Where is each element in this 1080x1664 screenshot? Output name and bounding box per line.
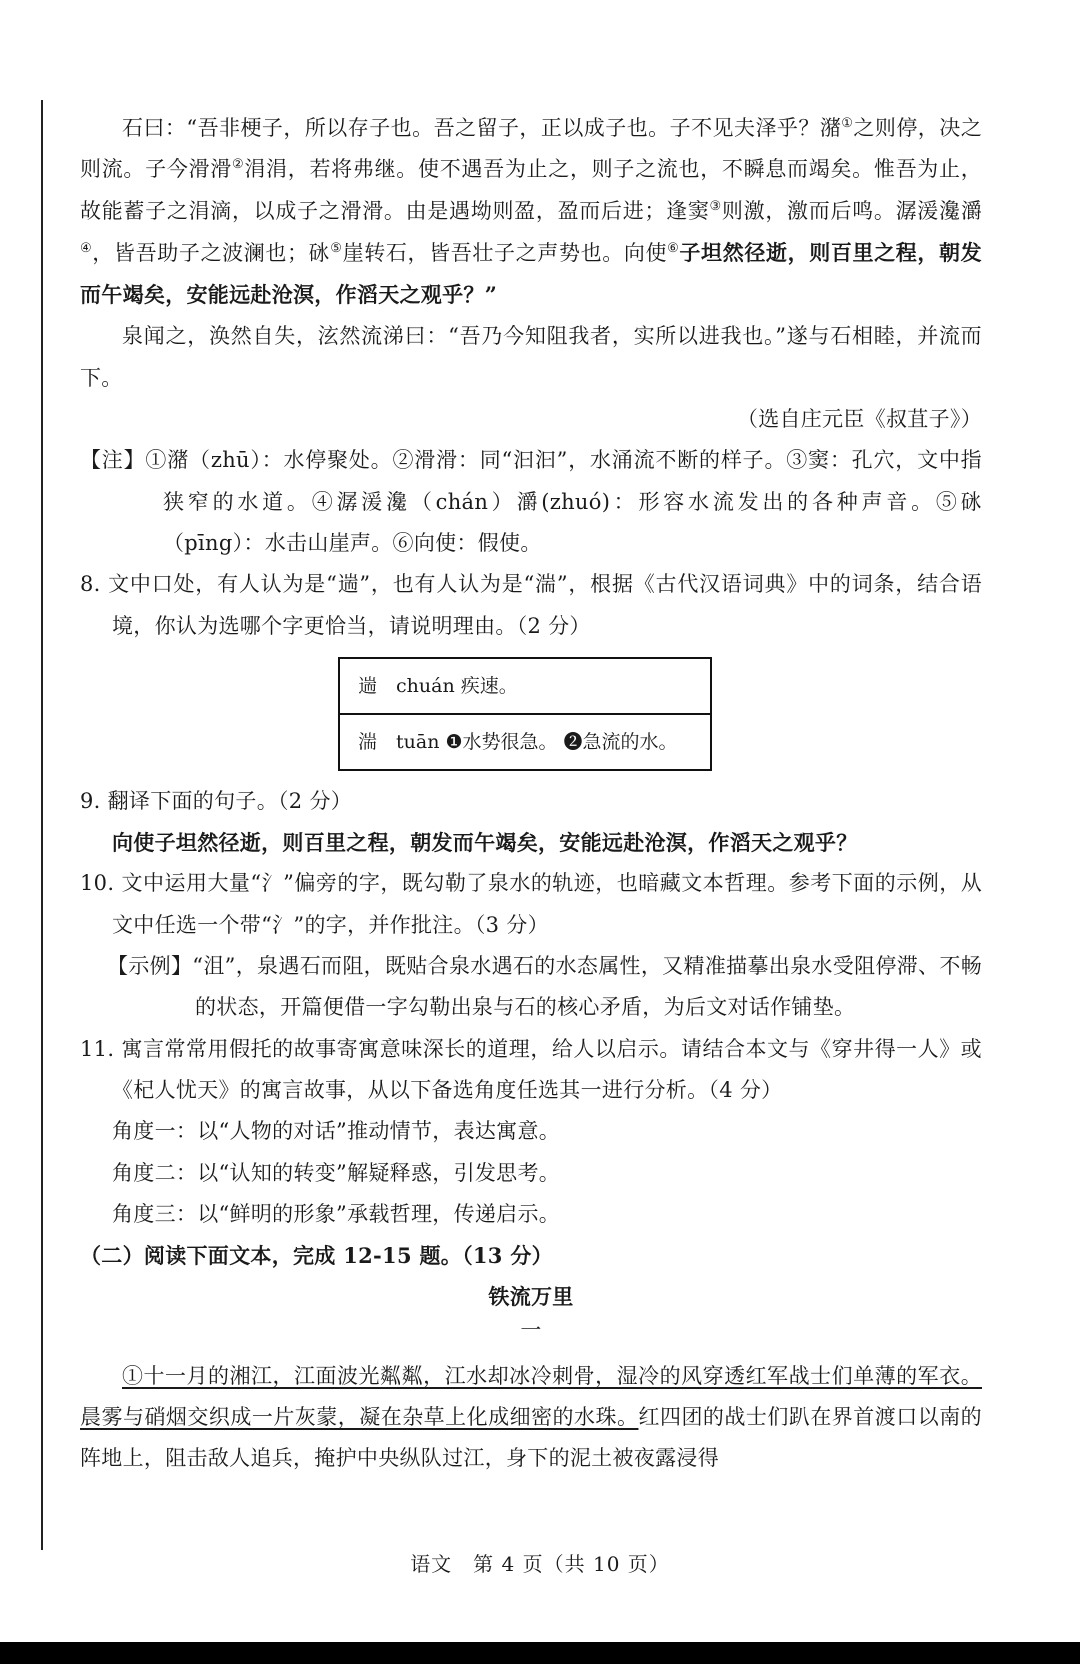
bottom-bar [0, 1642, 1080, 1664]
page-content [80, 108, 982, 1480]
question-10-example: 【示例】“沮”，泉遇石而阻，既贴合泉水遇石的水态属性，又精准描摹出泉水受阻停滞、不畅的状态，开篇便借一字勾勒出泉与石的核心矛盾，为后文对话作铺垫。 [107, 954, 982, 1020]
question-8: 8. 文中口处，有人认为是“遄”，也有人认为是“湍”，根据《古代汉语词典》中的词条，结合语境，你认为选哪个字更恰当，请说明理由。（2 分） [80, 572, 982, 638]
question-10: 10. 文中运用大量“氵”偏旁的字，既勾勒了泉水的轨迹，也暗藏文本哲理。参考下面的示例，从文中任选一个带“氵”的字，并作批注。（3 分） [80, 871, 982, 937]
angle-2: 角度二：以“认知的转变”解疑释惑，引发思考。 [112, 1160, 561, 1185]
question-11: 11. 寓言常常用假托的故事寄寓意味深长的道理，给人以启示。请结合本文与《穿井得一人》或《杞人忧天》的寓言故事，从以下备选角度任选其一进行分析。（4 分） [80, 1036, 982, 1102]
question-9: 9. 翻译下面的句子。（2 分） [80, 788, 353, 813]
dictionary-entry-tuan: 湍 tuān ❶水势很急。 ❷急流的水。 [339, 714, 711, 770]
article-title: 铁流万里 [488, 1284, 574, 1310]
angle-3: 角度三：以“鲜明的形象”承载哲理，传递启示。 [112, 1201, 561, 1226]
annotation-note: 【注】①潴（zhū）：水停聚处。②滑滑：同“汩汩”，水涌流不断的样子。③窦：孔穴，文中指狭窄的水道。④潺湲瀺（chán）灂(zhuó)：形容水流发出的各种声音。⑤砯（pīng）：水击山崖声。⑥向使：假使。 [80, 448, 982, 555]
passage-source: （选自庄元臣《叔苴子》） [736, 407, 982, 432]
part-number: 一 [520, 1317, 542, 1342]
section-2-heading: （二）阅读下面文本，完成 12-15 题。（13 分） [80, 1243, 553, 1269]
margin-line [41, 100, 43, 1550]
underlined-sentence: ①十一月的湘江，江面波光粼粼，江水却冰冷刺骨，湿冷的风穿透红军战士们单薄的军衣。晨雾与硝烟交织成一片灰蒙，凝在杂草上化成细密的水珠。 [80, 1363, 982, 1430]
page-footer: 语文 第 4 页（共 10 页） [410, 1552, 670, 1576]
article-paragraph-1: ①十一月的湘江，江面波光粼粼，江水却冰冷刺骨，湿冷的风穿透红军战士们单薄的军衣。晨雾与硝烟交织成一片灰蒙，凝在杂草上化成细密的水珠。红四团的战士们趴在界首渡口以南的阵地上，阻击敌人追兵，掩护中央纵队过江，身下的泥土被夜露浸得 [80, 1363, 982, 1471]
dictionary-table [338, 657, 712, 771]
angle-1: 角度一：以“人物的对话”推动情节，表达寓意。 [112, 1119, 561, 1144]
dictionary-entry-chuan: 遄 chuán 疾速。 [358, 674, 518, 697]
passage-paragraph-1: 石曰：“吾非梗子，所以存子也。吾之留子，正以成子也。子不见夫泽乎？潴①之则停，决之则流。子今滑滑②涓涓，若将弗继。使不遇吾为止之，则子之流也，不瞬息而竭矣。惟吾为止，故能蓄子之涓滴，以成子之滑滑。由是遇坳则盈，盈而后进；逢窦③则激，激而后鸣。潺湲瀺灂④，皆吾助子之波澜也；砯⑤崖转石，皆吾壮子之声势也。向使⑥子坦然径逝，则百里之程，朝发而午竭矣，安能远赴沧溟，作滔天之观乎？” [80, 116, 982, 308]
passage-paragraph-2: 泉闻之，涣然自失，泫然流涕曰：“吾乃今知阻我者，实所以进我也。”遂与石相睦，并流而下。 [80, 324, 982, 390]
question-9-sentence: 向使子坦然径逝，则百里之程，朝发而午竭矣，安能远赴沧溟，作滔天之观乎？ [112, 830, 858, 856]
